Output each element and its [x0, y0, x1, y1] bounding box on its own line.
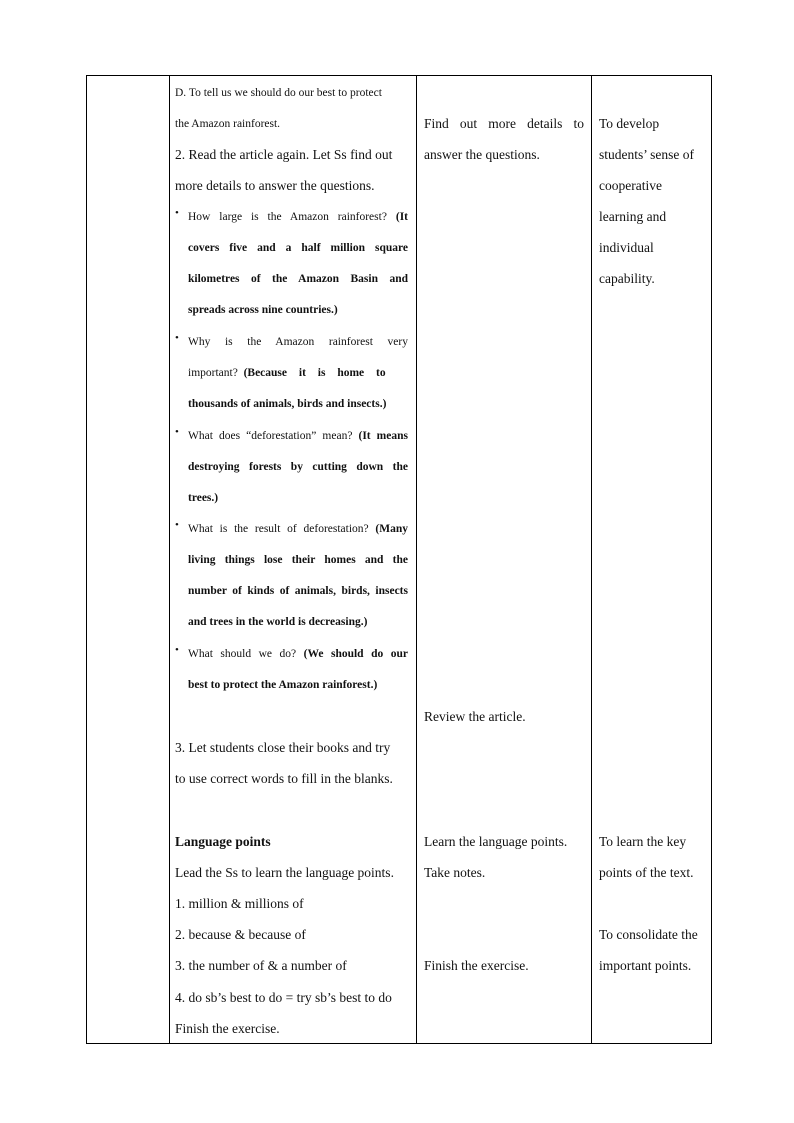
list-item: 2. because & because of	[175, 927, 306, 942]
purpose-line: students’ sense of	[599, 147, 694, 162]
answer-line: best to protect the Amazon rainforest.)	[188, 679, 378, 691]
question-line: important? (Because it is home to	[188, 367, 386, 379]
step3-line-1: 3. Let students close their books and try	[175, 740, 391, 755]
list-item: 1. million & millions of	[175, 896, 304, 911]
question-line: What does “deforestation” mean? (It means	[188, 430, 408, 442]
teacher-activity-cell	[170, 76, 417, 1044]
question-line: How large is the Amazon rainforest? (It	[188, 211, 408, 223]
intro-line-2: the Amazon rainforest.	[175, 118, 281, 130]
find-details-line-1: Find out more details to	[424, 116, 584, 131]
step3-line-2: to use correct words to fill in the blanks.	[175, 771, 393, 786]
question-line: What should we do? (We should do our	[188, 648, 408, 660]
question-line: Why is the Amazon rainforest very	[188, 336, 408, 348]
purpose-line: individual	[599, 240, 654, 255]
take-notes-text: Take notes.	[424, 865, 486, 880]
answer-line: trees.)	[188, 492, 219, 504]
learn-points-text: Learn the language points.	[424, 834, 568, 849]
answer-line: spreads across nine countries.)	[188, 304, 338, 316]
answer-line: destroying forests by cutting down the	[188, 461, 408, 473]
finish-exercise-text: Finish the exercise.	[175, 1021, 280, 1036]
purpose-line: learning and	[599, 209, 667, 224]
bullet-icon: •	[175, 426, 179, 438]
list-item: 3. the number of & a number of	[175, 958, 347, 973]
intro-line-1: D. To tell us we should do our best to protect	[175, 87, 382, 99]
answer-line: number of kinds of animals, birds, insects	[188, 585, 408, 597]
purpose-line: To learn the key	[599, 834, 687, 849]
answer-line: living things lose their homes and the	[188, 554, 408, 566]
bullet-icon: •	[175, 207, 179, 219]
question-line: What is the result of deforestation? (Many	[188, 523, 409, 535]
purpose-line: To develop	[599, 116, 660, 131]
purpose-line: important points.	[599, 958, 692, 973]
language-points-intro: Lead the Ss to learn the language points.	[175, 865, 394, 880]
purpose-cell	[592, 76, 712, 1044]
step2-line-1: 2. Read the article again. Let Ss find out	[175, 147, 393, 162]
purpose-line: capability.	[599, 271, 655, 286]
bullet-icon: •	[175, 332, 179, 344]
language-points-heading: Language points	[175, 834, 271, 849]
answer-line: and trees in the world is decreasing.)	[188, 616, 368, 628]
finish-exercise-text: Finish the exercise.	[424, 958, 529, 973]
purpose-line: cooperative	[599, 178, 662, 193]
student-activity-cell	[417, 76, 592, 1044]
find-details-line-2: answer the questions.	[424, 147, 540, 162]
lesson-plan-table	[86, 75, 712, 1044]
stage-cell	[87, 76, 170, 1044]
purpose-line: To consolidate the	[599, 927, 698, 942]
review-article-text: Review the article.	[424, 709, 526, 724]
step2-line-2: more details to answer the questions.	[175, 178, 375, 193]
bullet-icon: •	[175, 644, 179, 656]
list-item: 4. do sb’s best to do = try sb’s best to do	[175, 990, 392, 1005]
answer-line: kilometres of the Amazon Basin and	[188, 273, 408, 285]
bullet-icon: •	[175, 519, 179, 531]
purpose-line: points of the text.	[599, 865, 694, 880]
table-row	[87, 76, 712, 1044]
answer-line: covers five and a half million square	[188, 242, 408, 254]
answer-line: thousands of animals, birds and insects.)	[188, 398, 387, 410]
